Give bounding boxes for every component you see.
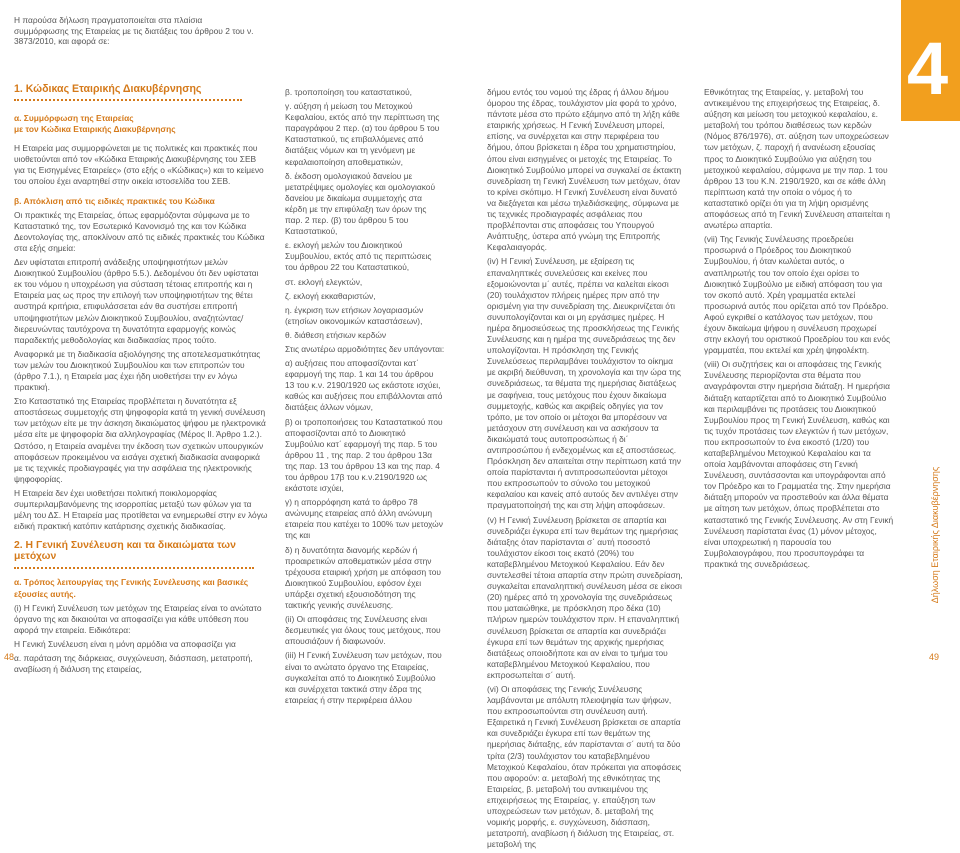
paragraph-b4: Στο Καταστατικό της Εταιρείας προβλέπεται η δυνατότητα εξ αποστάσεως συμμετοχής στη ψηφοφορία κατά τη γενική συνέλευση των μετόχων είτε με την άσκηση δικαιώματος ψήφου με ηλεκτρονικά μέσα είτε με ψηφοφορία δια αλληλογραφίας (Μέρος ΙΙ. Άρθρο 1.2.). Ωστόσο, η Εταιρεία αναμένει την έκδοση των σχετικών υπουργικών αποφάσεων προκειμένου να εισάγει σχετική διαδικασία αναφορικά με τις τεχνικές προδιαγραφές για την ασφάλεια της ηλεκτρονικής ψηφοφορίας. [14, 396, 266, 484]
column-2 [285, 87, 445, 709]
paragraph-2a3: α. παράταση της διάρκειας, συγχώνευση, διάσπαση, μετατροπή, αναβίωση ή διάλυση της εταιρείας, [14, 653, 253, 675]
paragraph-b2: Δεν υφίσταται επιτροπή ανάδειξης υποψηφιοτήτων μελών Διοικητικού Συμβουλίου (άρθρο 5.5.). Δεδομένου ότι δεν υφίσταται εκ του νόμου η υποχρέωση για σύσταση τέτοιας επιτροπής και η Εταιρεία μας ως προς την επιλογή των υποψηφιοτήτων της θέτει αυστηρά κριτήρια, επιφυλάσσεται εάν θα συστήσει επιτροπή υποψηφιοτήτων μελών Διοικητικού Συμβουλίου, αναζητώντας/διερευνώντας ταυτόχρονα τη δυνατότητα εφαρμογής κοινώς παραδεκτής μεθοδολογίας και διαδικασίας προς τούτο. [14, 257, 259, 345]
side-label-text: Δήλωση Εταιρικής Διακυβέρνησης [930, 466, 940, 604]
page-number-left: 48 [4, 652, 15, 662]
col2-paragraph: στ. εκλογή ελεγκτών, [285, 276, 363, 287]
paragraph-b1: Οι πρακτικές της Εταιρείας, όπως εφαρμόζονται σύμφωνα με το Καταστατικό της, τον Εσωτερικό Κανονισμό της και τον Κώδικα Δεοντολογίας της, αποκλίνουν από τις ειδικές πρακτικές του Κώδικα στα εξής σημεία: [14, 209, 265, 253]
col2-paragraph: (iii) Η Γενική Συνέλευση των μετόχων, που είναι το ανώτατο όργανο της Εταιρείας, συγκαλείται από το Διοικητικό Συμβούλιο και συνέρχεται τακτικά στην έδρα της εταιρείας ή στην περιφέρεια άλλου [285, 650, 442, 705]
col2-paragraph: ζ. εκλογή εκκαθαριστών, [285, 290, 376, 301]
col2-paragraph: α) αυξήσεις που αποφασίζονται κατ΄ εφαρμογή της παρ. 1 και 14 του άρθρου 13 του κ.ν. 2190/1920 ως εκάστοτε ισχύει, καθώς και αυξήσεις που επιβάλλονται από διατάξεις άλλων νόμων, [285, 358, 443, 413]
col3-paragraph: δήμου εντός του νομού της έδρας ή άλλου δήμου όμορου της έδρας, τουλάχιστον μία φορά το χρόνο, πάντοτε μέσα στο πρώτο εξάμηνο από τη λήξη κάθε εταιρικής χρήσεως. Η Γενική Συνέλευση μπορεί, επίσης, να συνέρχεται και στην περιφέρεια του δήμου, όπου βρίσκεται η έδρα του χρηματιστηρίου, όπου είναι εισηγμένες οι μετοχές της Εταιρείας. Το Διοικητικό Συμβούλιο μπορεί να συγκαλεί σε έκτακτη συνεδρίαση τη Γενική Συνέλευση των μετόχων, όταν το κρίνει σκόπιμο. Η Γενική Συνέλευση είναι δυνατό να διεξάγεται και μέσω τηλεδιάσκεψης, σύμφωνα με τις τεχνικές προδιαγραφές ασφάλειας που προβλέπονται στις αποφάσεις του Υπουργού Ανάπτυξης, ύστερα από γνώμη της Επιτροπής Κεφαλαιαγοράς. [487, 87, 682, 253]
column-1 [14, 113, 268, 678]
subsection-b-title: β. Απόκλιση από τις ειδικές πρακτικές του Κώδικα [14, 195, 215, 206]
col3-paragraph: (iv) Η Γενική Συνέλευση, με εξαίρεση τις επαναληπτικές συνελεύσεις και εκείνες που εξομοιώνονται μ΄ αυτές, πρέπει να καλείται είκοσι (20) τουλάχιστον πλήρεις ημέρες πριν από την ορισμένη για την συνεδρίαση της. Διευκρινίζεται ότι συνυπολογίζονται και οι μη εργάσιμες ημέρες. Η ημέρα δημοσιεύσεως της προσκλήσεως της Γενικής Συνέλευσης και η ημέρα της συνεδριάσεως της δεν υπολογίζονται. Η πρόσκληση της Γενικής Συνελεύσεως περιλαμβάνει τουλάχιστον το οίκημα με ακριβή διεύθυνση, τη χρονολογία και την ώρα της συνεδριάσεως, τα θέματα της ημερήσιας διατάξεως με σαφήνεια, τους μετόχους που έχουν δικαίωμα συμμετοχής, καθώς και ακριβείς οδηγίες για τον τρόπο, με τον οποίο οι μέτοχοι θα μπορέσουν να μετάσχουν στη συνέλευση και να ασκήσουν τα δικαιώματά τους αυτοπροσώπως ή δι΄ αντιπροσώπου ή ενδεχομένως και εξ αποστάσεως. Πρόσκληση δεν απαιτείται στην περίπτωση κατά την οποία παρίστανται ή αντιπροσωπεύονται μέτοχοι που εκπροσωπούν το σύνολο του μετοχικού κεφαλαίου και κανείς από αυτούς δεν αντιλέγει στην πραγματοποίησή της και στη λήψη αποφάσεων. [487, 256, 681, 511]
col2-paragraph: γ) η απορρόφηση κατά το άρθρο 78 ανώνυμης εταιρείας από άλλη ανώνυμη εταιρεία που κατέχει το 100% των μετοχών της και [285, 497, 443, 541]
page-number-right: 49 [929, 652, 940, 662]
col2-paragraph: θ. διάθεση ετήσιων κερδών [285, 329, 387, 340]
col2-paragraph: β) οι τροποποιήσεις του Καταστατικού που αποφασίζονται από το Διοικητικό Συμβούλιο κατ΄ εφαρμογή της παρ. 5 του άρθρου 11 , της παρ. 2 του άρθρου 13α της παρ. 13 του άρθρου 13 και της παρ. 4 του άρθρου 17β του κ.ν.2190/1920 ως εκάστοτε ισχύει, [285, 416, 443, 494]
paragraph-b3: Αναφορικά με τη διαδικασία αξιολόγησης της αποτελεσματικότητας των μελών του Διοικητικού Συμβουλίου και των επιτροπών του (άρθρο 7.1.), η Εταιρεία μας έχει ήδη υιοθετήσει την εν λόγω πρακτική. [14, 348, 261, 393]
col2-paragraph: δ) η δυνατότητα διανομής κερδών ή προαιρετικών αποθεματικών μέσα στην τρέχουσα εταιρική χρήση με απόφαση του Διοικητικού Συμβουλίου, εφόσον έχει υπάρξει σχετική εξουσιοδότηση της τακτικής γενικής συνέλευσης. [285, 544, 441, 611]
col2-paragraph: δ. έκδοση ομολογιακού δανείου με μετατρέψιμες ομολογίες και ομολογιακού δανείου με δικαίωμα συμμετοχής στα κέρδη με την επιφύλαξη των όρων της παρ. 2 περ. (β) του άρθρου 5 του Καταστατικού, [285, 170, 436, 237]
col4-paragraph: (viii) Οι συζητήσεις και οι αποφάσεις της Γενικής Συνέλευσης περιορίζονται στα θέματα που αναγράφονται στην ημερήσια διάταξη. Η ημερήσια διάταξη καταρτίζεται από το Διοικητικό Συμβούλιο και περιλαμβάνει τις προτάσεις του Διοικητικού Συμβουλίου προς τη Γενική Συνέλευση, καθώς και τις τυχόν προτάσεις των ελεγκτών ή των μετόχων, που εκπροσωπούν το ένα εικοστό (1/20) του καταβεβλημένου Μετοχικού Κεφαλαίου και τα οποία λαμβάνονται αποφάσεις στη Γενική Συνέλευση, συντάσσονται και υπογράφονται από τον Πρόεδρο και το Γραμματέα της. Στην ημερήσια διάταξη μπορούν να προστεθούν και άλλα θέματα με αίτηση των μετόχων, όπως προβλέπεται στο καταστατικό της Γενικής Συνέλευσης. Αν στη Γενική Συνέλευση παρίσταται ένας (1) μόνον μέτοχος, είναι υποχρεωτική η παρουσία του Συμβολαιογράφου, που προσυπογράφει τα πρακτικά της συνεδριάσεως. [704, 359, 894, 569]
section1-divider [14, 99, 242, 101]
col2-paragraph: η. έγκριση των ετήσιων λογαριασμών (ετησίων οικονομικών καταστάσεων), [285, 304, 424, 326]
side-label [920, 468, 950, 608]
subsection-a-title-2: με τον Κώδικα Εταιρικής Διακυβέρνησης [14, 124, 176, 135]
col2-paragraph: ε. εκλογή μελών του Διοικητικού Συμβουλίου, εκτός από τις περιπτώσεις του άρθρου 22 του Καταστατικού, [285, 240, 432, 273]
col2-paragraph: β. τροποποίηση του καταστατικού, [285, 87, 413, 97]
column-4 [704, 87, 894, 573]
section2-title: 2. Η Γενική Συνέλευση και τα δικαιώματα των μετόχων [14, 540, 236, 563]
col3-paragraph: (vi) Οι αποφάσεις της Γενικής Συνέλευσης λαμβάνονται με απόλυτη πλειοψηφία των ψήφων, που εκπροσωπούνται στη συνέλευση αυτή. Εξαιρετικά η Γενική Συνέλευση βρίσκεται σε απαρτία και συνεδριάζει έγκυρα επί των θεμάτων της ημερήσιας διάταξης, εάν παρίστανται σ΄ αυτή τα δύο τρίτα (2/3) τουλάχιστον του καταβεβλημένου Μετοχικού Κεφαλαίου, όταν πρόκειται για αποφάσεις που αφορούν: α. μεταβολή της εθνικότητας της Εταιρείας, β. μεταβολή του αντικειμένου της επιχειρήσεως της Εταιρείας, γ. επαύξηση των υποχρεώσεων των μετόχων, δ. μεταβολή της νομικής μορφής, ε. συγχώνευση, διάσπαση, μετατροπή, αναβίωση ή διάλυση της Εταιρείας, στ. μεταβολή της [487, 683, 682, 850]
section2-divider [14, 567, 254, 569]
section1-title: 1. Κώδικας Εταιρικής Διακυβέρνησης [14, 83, 202, 95]
column-3 [487, 87, 683, 853]
chapter-number: 4 [907, 27, 949, 110]
col3-paragraph: (v) Η Γενική Συνέλευση βρίσκεται σε απαρτία και συνεδριάζει έγκυρα επί των θεμάτων της ημερήσιας διάταξης όταν παρίστανται σ΄ αυτή ποσοστό τουλάχιστον είκοσι τοις εκατό (20%) του καταβεβλημένου Μετοχικού Κεφαλαίου. Εάν δεν συντελεσθεί τέτοια απαρτία στην πρώτη συνεδρίαση, συγκαλείται επαναληπτική συνέλευση μέσα σε είκοσι (20) ημέρες από τη χρονολογία της συνεδριάσεως που ματαιώθηκε, με πρόσκληση προ δέκα (10) πλήρων ημερών τουλάχιστον πριν. Η επαναληπτική συνέλευση βρίσκεται σε απαρτία και συνεδριάζει έγκυρα επί των θεμάτων της αρχικής ημερήσιας διατάξεως οποιοδήποτε και αν είναι το τμήμα του καταβεβλημένου Μετοχικού Κεφαλαίου, που εκπροσωπείται σ΄ αυτή. [487, 514, 683, 680]
paragraph-b5: Η Εταιρεία δεν έχει υιοθετήσει πολιτική ποικιλομορφίας συμπεριλαμβανόμενης της ισορροπίας μεταξύ των φύλων για τα μέλη του ΔΣ. Η Εταιρεία μας προτίθεται να ενημερωθεί στην εν λόγω ειδική πρακτική κατόπιν κατάρτισης σχετικής διαδικασίας. [14, 487, 268, 532]
intro-text: Η παρούσα δήλωση πραγματοποιείται στα πλαίσια συμμόρφωσης της Εταιρείας με τις διατάξεις του άρθρου 2 του ν. 3873/2010, και αφορά σε: [14, 15, 254, 46]
paragraph-a: Η Εταιρεία μας συμμορφώνεται με τις πολιτικές και πρακτικές που υιοθετούνται από τον «Κώδικα Εταιρικής Διακυβέρνησης του ΣΕΒ για τις Εισηγμένες Εταιρείες» (στο εξής ο «Κώδικας») και το κείμενο του οποίου έχει αναρτηθεί στην οικεία ιστοσελίδα του ΣΕΒ. [14, 143, 264, 187]
paragraph-2a2: Η Γενική Συνέλευση είναι η μόνη αρμόδια να αποφασίζει για [14, 638, 236, 649]
col2-paragraph: Στις ανωτέρω αρμοδιότητες δεν υπάγονται: [285, 343, 445, 354]
subsection-a-title-1: α. Συμμόρφωση της Εταιρείας [14, 113, 134, 123]
col4-paragraph: (vii) Της Γενικής Συνέλευσης προεδρεύει προσωρινά ο Πρόεδρος του Διοικητικού Συμβουλίου, ή όταν κωλύεται αυτός, ο αναπληρωτής του τον οποίο έχει ορίσει το Διοικητικό Συμβούλιο με ειδική απόφαση του για τον σκοπό αυτό. Χρέη γραμματέα εκτελεί προσωρινά αυτός που ορίζεται από τον Πρόεδρο. Αφού εγκριθεί ο κατάλογος των μετόχων, που έχουν δικαίωμα ψήφου η συνέλευση προχωρεί στην εκλογή του οριστικού Προεδρίου του και ενός γραμματέα, που εκτελεί και χρέη ψηφολέκτη. [704, 234, 891, 356]
subsection-2a-title: α. Τρόπος λειτουργίας της Γενικής Συνέλευσης και βασικές εξουσίες αυτής. [14, 577, 249, 599]
col2-paragraph: γ. αύξηση ή μείωση του Μετοχικού Κεφαλαίου, εκτός από την περίπτωση της παραγράφου 2 περ. (α) του άρθρου 5 του Καταστατικού, τις επιβαλλόμενες από διατάξεις νόμων και τη γενόμενη με κεφαλαιοποίηση αποθεματικών, [285, 101, 440, 167]
col2-paragraph: (ii) Οι αποφάσεις της Συνέλευσης είναι δεσμευτικές για όλους τους μετόχους, που απουσιάζουν ή διαφωνούν. [285, 614, 441, 647]
paragraph-2a1: (i) Η Γενική Συνέλευση των μετόχων της Εταιρείας είναι το ανώτατο όργανο της και δικαιούται να αποφασίζει για κάθε υπόθεση που αφορά την εταιρεία. Ειδικότερα: [14, 602, 262, 635]
col4-paragraph: Εθνικότητας της Εταιρείας, γ. μεταβολή του αντικειμένου της επιχειρήσεως της Εταιρείας, δ. αύξηση και μείωση του μετοχικού κεφαλαίου, ε. μεταβολή του τρόπου διαθέσεως των κερδών (Νόμος 876/1976), στ. αύξηση των υποχρεώσεων των μετόχων, ζ. παροχή ή ανανέωση εξουσίας προς το Διοικητικό Συμβούλιο για αύξηση του μετοχικού κεφαλαίου, σύμφωνα με την παρ. 1 του άρθρου 13 του Κ.Ν. 2190/1920, και σε κάθε άλλη περίπτωση κατά την οποία ο νόμος ή το καταστατικό ορίζει ότι για τη λήψη ορισμένης αποφάσεως από τη Γενική Συνέλευση απαιτείται η ανωτέρω απαρτία. [704, 87, 891, 231]
